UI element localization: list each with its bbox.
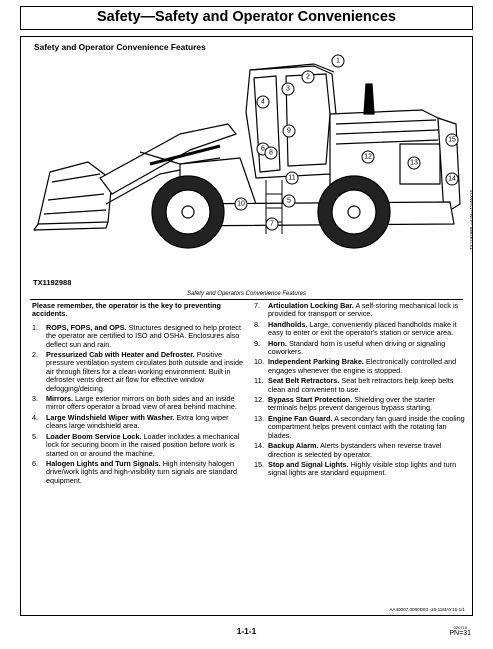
svg-text:4: 4: [261, 98, 265, 106]
callout-15: [446, 134, 458, 146]
list-item: 2. Pressurized Cab with Heater and Defroster. Positive pressure ventilation system circulates both outside and inside air through filters for a clean working environment. Built in defroster vents direct air flow for effective window defogging/deicing.: [32, 350, 244, 393]
section-title: Safety and Operator Convenience Features: [34, 42, 206, 52]
svg-text:8: 8: [269, 149, 273, 157]
list-item: 3. Mirrors. Large exterior mirrors on both sides and an inside mirror offers operator a broad view of area behind machine.: [32, 394, 237, 412]
callout-13: [408, 157, 420, 169]
figure-side-code: TX1192988 —UN—11MAY15: [469, 189, 474, 250]
svg-text:3: 3: [286, 85, 290, 93]
list-item: 14. Backup Alarm. Alerts bystanders when reverse travel direction is selected by operator.: [254, 441, 442, 459]
intro-text: Please remember, the operator is the key to preventing accidents.: [32, 301, 221, 319]
svg-text:12: 12: [364, 153, 372, 161]
list-item: 4. Large Windshield Wiper with Washer. Extra long wiper cleans large windshield area.: [32, 412, 229, 431]
svg-text:7: 7: [270, 220, 274, 228]
svg-text:2: 2: [306, 73, 310, 81]
loader-illustration: [30, 54, 470, 276]
svg-text:1: 1: [336, 57, 340, 65]
callout-3: [282, 83, 294, 95]
callout-5: [283, 195, 295, 207]
figure-caption: Safety and Operators Convenience Features: [186, 291, 307, 297]
list-item: 9. Horn. Standard horn is useful when driving or signaling coworkers.: [254, 338, 446, 357]
callout-9: [283, 125, 295, 137]
list-item: 10. Independent Parking Brake. Electronically controlled and engages whenever the engine is stopped.: [254, 357, 457, 375]
callout-8: [265, 147, 277, 159]
list-item: 8. Handholds. Large, conveniently placed handholds make it easy to enter or exit the operator's station or service area.: [254, 319, 457, 338]
svg-text:15: 15: [448, 136, 456, 144]
list-item: 7. Articulation Locking Bar. A self-storing mechanical lock is provided for transport or service.: [254, 301, 459, 319]
list-item: 15. Stop and Signal Lights. Highly visible stop lights and turn signal lights are standard equipment.: [254, 459, 457, 478]
list-item: 1. ROPS, FOPS, and OPS. Structures designed to help protect the operator are certified to ISO and OSHA. Enclosures also deflect sun and rain.: [32, 322, 242, 349]
svg-text:13: 13: [410, 159, 418, 167]
small-code: 020715: [453, 625, 467, 630]
left-column: [32, 302, 244, 487]
list-item: 12. Bypass Start Protection. Shielding over the starter terminals helps prevent dangerous bypass starting.: [254, 395, 435, 413]
callout-1: [332, 55, 344, 67]
svg-text:14: 14: [448, 175, 456, 183]
list-item: 13. Engine Fan Guard. A secondary fan guard inside the cooling compartment helps prevent contact with the rotating fan blades.: [254, 413, 465, 440]
callout-10: [235, 198, 247, 210]
callout-2: [302, 71, 314, 83]
svg-text:10: 10: [237, 200, 245, 208]
callout-4: [257, 96, 269, 108]
figure-id: TX1192988: [33, 278, 72, 287]
callout-12: [362, 151, 374, 163]
reference-code: AA40007,0000D93 -19-11MAY15-1/1: [389, 607, 465, 612]
svg-text:5: 5: [287, 197, 291, 205]
pn-label: PN=31: [449, 630, 471, 637]
list-item: 6. Halogen Lights and Turn Signals. High intensity halogen drive/work lights and high-visibility turn signals are standard equipment.: [32, 458, 238, 485]
list-item: 11. Seat Belt Retractors. Seat belt retractors help keep belts clean and convenient to use.: [254, 376, 454, 394]
list-item: 5. Loader Boom Service Lock. Loader includes a mechanical lock for securing boom in the raised position before work is started on or around the machine.: [32, 431, 240, 458]
callout-14: [446, 173, 458, 185]
page-title: Safety—Safety and Operator Conveniences: [20, 6, 473, 30]
svg-text:11: 11: [288, 174, 296, 182]
divider: [30, 299, 463, 300]
callout-7: [266, 218, 278, 230]
svg-text:9: 9: [287, 127, 291, 135]
callout-11: [286, 172, 298, 184]
page-number: 1-1-1: [236, 626, 257, 636]
svg-text:6: 6: [261, 145, 265, 153]
right-column: [254, 302, 466, 480]
